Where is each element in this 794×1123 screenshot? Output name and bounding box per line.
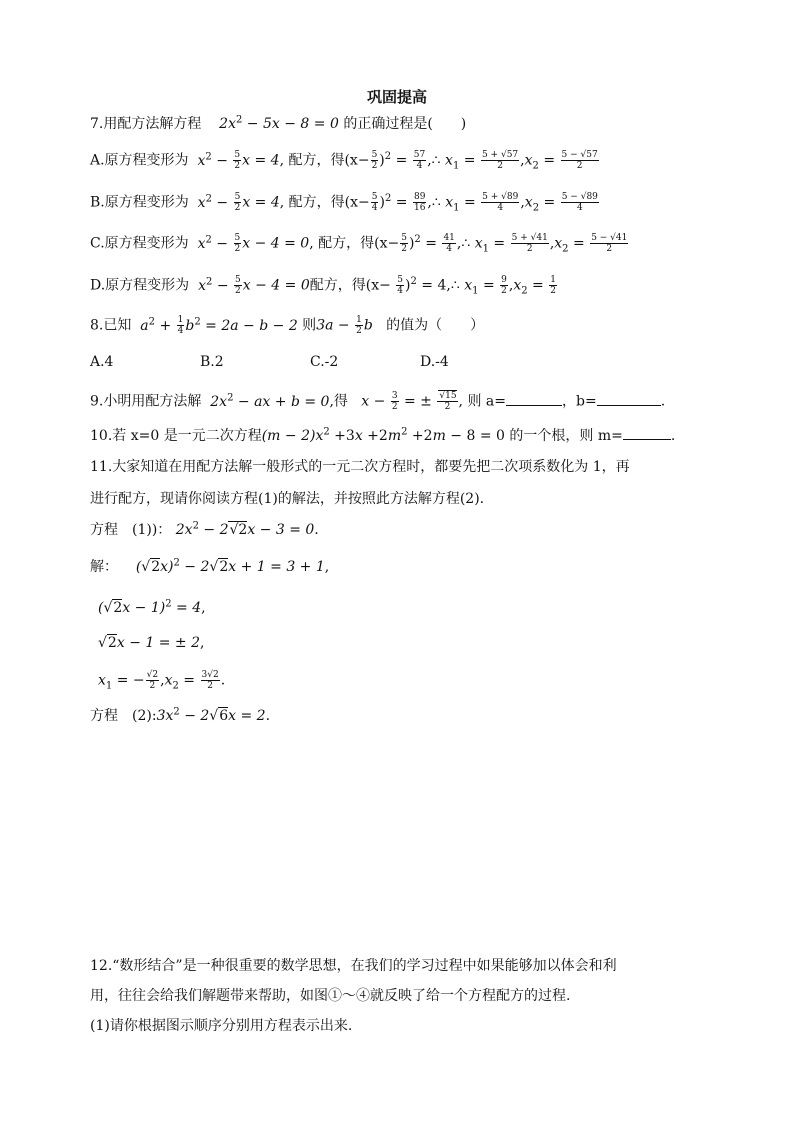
question-7-option-c: C.原方程变形为 $x^2$ − $\frac{5}{2}$ x − 4 = 0, 配方，得(x− $\frac{5}{2}$ )$^2$ = $\frac{41}{4}$ ,∴ $x_1$ = $\frac{5 + √41}{2}$ $,x_2$ = $\frac{5 - √41}{2}$ <box>90 233 628 255</box>
question-7-stem: 7.用配方法解方程 $2x^2 - 5x - 8 = 0$ 的正确过程是( ) <box>90 114 467 132</box>
question-11-solution-step-3: √2x − 1 = ± 2, <box>98 635 205 651</box>
section-title: 巩固提高 <box>366 88 427 106</box>
question-11-solution-step-2: $(√2x - 1)^2 = 4$, <box>98 598 206 616</box>
question-11-line-1: 11.大家知道在用配方法解一般形式的一元二次方程时，都要先把二次项系数化为 1，再 <box>90 459 630 475</box>
question-11-line-2: 进行配方，现请你阅读方程(1)的解法，并按照此方法解方程(2). <box>90 491 485 507</box>
question-11-equation-2: 方程 $(2):3x^2 - 2√6x = 2$. <box>90 706 271 724</box>
question-11-solution-step-4: $x_1$ = − $\frac{√2}{2}$ $,x_2$ = $\frac{3√2}{2}$ . <box>98 670 226 692</box>
question-11-solution-step-1: 解： $(√2x)^2 - 2√2x + 1 = 3 + 1$, <box>90 557 330 575</box>
answer-blank-a[interactable] <box>506 393 562 406</box>
question-7-option-a: A.原方程变形为 $x^2$ − $\frac{5}{2}$ x = 4, 配方，得(x− $\frac{5}{2}$ )$^2$ = $\frac{57}{4}$ ,∴ $x_1$ = $\frac{5 + √57}{2}$ $,x_2$ = $\frac{5 - √57}{2}$ <box>90 150 598 172</box>
question-12-line-3: (1)请你根据图示顺序分别用方程表示出来. <box>90 1018 353 1034</box>
question-12-line-2: 用，往往会给我们解题带来帮助，如图①～④就反映了给一个方程配方的过程. <box>90 988 571 1004</box>
choice-a: A.4 <box>90 354 114 370</box>
question-8-choices <box>90 352 530 372</box>
question-12-line-1: 12.“数形结合”是一种很重要的数学思想，在我们的学习过程中如果能够加以体会和利 <box>90 958 617 974</box>
choice-d: D.-4 <box>420 354 449 370</box>
question-11-equation-1: 方程 (1))： $2x^2 - 2√2x - 3 = 0$. <box>90 520 319 538</box>
choice-b: B.2 <box>200 354 224 370</box>
choice-c: C.-2 <box>310 354 339 370</box>
question-10: 10.若 x=0 是一元二次方程$(m - 2)x^2 +3x +2m^2 +2m - 8 = 0$ 的一个根，则 m= . <box>90 426 676 444</box>
question-8-stem: 8.已知 $a^2$ + $\frac{1}{4}$ $b^2 = 2a - b - 2$ 则3a − $\frac{1}{2}$ b 的值为（ ） <box>90 315 485 336</box>
question-7-equation: $2x^2 - 5x - 8 = 0$ <box>219 114 339 132</box>
question-7-option-b: B.原方程变形为 $x^2$ − $\frac{5}{2}$ x = 4, 配方，得(x− $\frac{5}{4}$ )$^2$ = $\frac{89}{16}$ ,∴ $x_1$ = $\frac{5 + √89}{4}$ $,x_2$ = $\frac{5 - √89}{4}$ <box>90 192 598 214</box>
answer-blank-b[interactable] <box>597 393 661 406</box>
question-9: 9.小明用配方法解 $2x^2$ − ax + b = 0,得 x − $\frac{3}{2}$ = ± $\frac{√15}{2}$ , 则 a= ，b= . <box>90 391 666 412</box>
question-7-option-d: D.原方程变形为 $x^2$ − $\frac{5}{2}$ x − 4 = 0配方，得(x− $\frac{5}{4}$ )$^2$ = 4,∴ $x_1$ = $\frac{9}{2}$ $,x_2$ = $\frac{1}{2}$ <box>90 275 556 297</box>
answer-blank-m[interactable] <box>623 427 671 440</box>
